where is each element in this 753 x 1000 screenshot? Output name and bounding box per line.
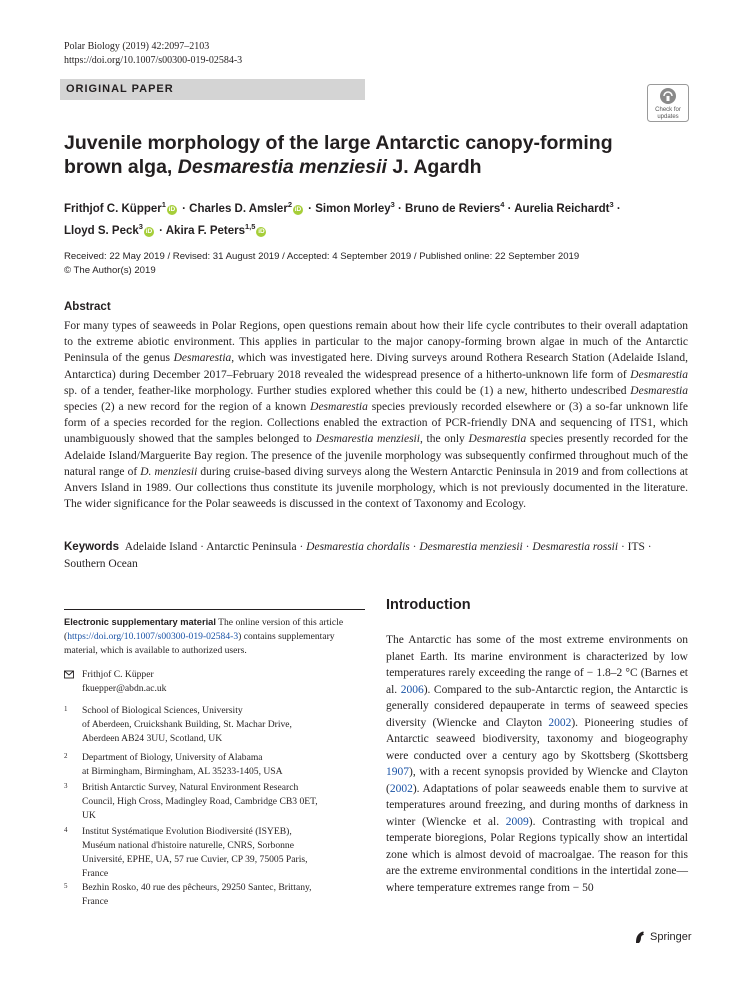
publication-dates (64, 250, 684, 278)
supplementary-note: Electronic supplementary material The online version of this article (https://doi.org/10.1007/s00300-019-02584-3) contains supplementary material, which is available to authorized users. (64, 617, 344, 656)
correspondence (82, 668, 166, 696)
keyword: Desmarestia menziesii (419, 541, 523, 553)
badge-line-1: Check for (655, 107, 681, 113)
author[interactable]: Charles D. Amsler (189, 202, 288, 215)
keywords (64, 539, 688, 572)
affiliation-number: 5 (64, 882, 68, 890)
author-affiliation-number: 2 (287, 200, 292, 209)
affiliation (64, 781, 354, 823)
author-affiliation-number: 3 (138, 221, 143, 231)
corr-email[interactable]: fkuepper@abdn.ac.uk (82, 683, 167, 694)
esm-link[interactable]: https://doi.org/10.1007/s00300-019-02584-3 (67, 631, 239, 642)
affiliation-line: Muséum national d'histoire naturelle, CNRS, Sorbonne (82, 840, 294, 851)
introduction-heading: Introduction (386, 597, 471, 613)
article-type-banner: ORIGINAL PAPER (60, 79, 365, 100)
affiliation-line: France (82, 868, 109, 879)
keyword: Southern Ocean (64, 557, 138, 570)
author-affiliation-number: 3 (390, 200, 395, 209)
journal-citation: Polar Biology (2019) 42:2097–2103 (64, 41, 210, 52)
affiliation-line: British Antarctic Survey, Natural Environment Research (82, 782, 299, 793)
affiliation-line: Aberdeen AB24 3UU, Scotland, UK (82, 733, 223, 744)
affiliation-line: Council, High Cross, Madingley Road, Cambridge CB3 0ET, (82, 796, 318, 807)
author-affiliation-number: 3 (609, 200, 614, 209)
title-species: Desmarestia menziesii (177, 156, 387, 178)
italic-term: Desmarestia (630, 368, 688, 381)
author[interactable]: Bruno de Reviers (405, 202, 501, 215)
keywords-label: Keywords (64, 541, 119, 553)
author[interactable]: Frithjof C. Küpper (64, 202, 162, 215)
italic-term: Desmarestia menziesii (315, 433, 420, 446)
introduction-body: The Antarctic has some of the most extreme environments on planet Earth. Its marine environment is characterized by low temperatures rarely exceeding the range of − 1.8–2 °C (Barnes et al. 2006). Compared to the sub-Antarctic region, the Antarctic is generally considered depauperate in terms of seaweed species diversity (Wiencke and Clayton 2002). Pioneering studies of Antarctic seaweed biodiversity, taxonomy and biogeography were conducted over a century ago by Skottsberg (Skottsberg 1907), with a recent synopsis provided by Wiencke and Clayton (2002). Adaptations of polar seaweeds enable them to survive at temperatures around freezing, and during months of darkness in winter (Wiencke et al. 2009). Contrasting with tropical and temperate bioregions, Polar Regions typically show an intertidal zone which is almost devoid of macroalgae. The reason for this are the extreme environmental conditions in the intertidal zone—where temperature extremes range from − 50 (386, 634, 688, 894)
affiliation (64, 751, 354, 779)
orcid-icon[interactable]: iD (258, 227, 265, 235)
author[interactable]: Aurelia Reichardt (514, 202, 610, 215)
check-updates-icon (647, 84, 689, 122)
publisher-name: Springer (650, 931, 692, 943)
orcid-icon[interactable]: iD (168, 205, 176, 213)
keyword: Antarctic Peninsula (206, 541, 297, 553)
citation-link[interactable]: 2002 (548, 716, 572, 729)
author[interactable]: Simon Morley (315, 202, 391, 215)
affiliation-line: School of Biological Sciences, University (82, 705, 243, 716)
affiliation-number: 4 (64, 826, 68, 834)
keywords-list: Adelaide Island · Antarctic Peninsula · Desmarestia chordalis · Desmarestia menziesii · Desmarestia rossii · ITS · Southern Ocean (64, 541, 652, 570)
affiliation (64, 825, 354, 881)
author-affiliation-number: 1,5 (245, 221, 256, 231)
corr-name: Frithjof C. Küpper (82, 669, 154, 680)
footnote-rule (64, 609, 365, 610)
keyword: Adelaide Island (124, 541, 198, 553)
springer-horse-icon (634, 930, 646, 944)
dates-line: Received: 22 May 2019 / Revised: 31 August 2019 / Accepted: 4 September 2019 / Published online: 22 September 2019 (64, 251, 580, 262)
italic-term: Desmarestia (630, 384, 688, 397)
citation-link[interactable]: 2009 (505, 815, 529, 828)
publisher-logo (634, 930, 692, 944)
check-for-updates-badge[interactable] (647, 84, 689, 122)
affiliation (64, 704, 354, 746)
citation-link[interactable]: 2006 (400, 683, 424, 696)
author-affiliation-number: 4 (500, 200, 505, 209)
affiliation-line: UK (82, 810, 96, 821)
orcid-icon[interactable]: iD (294, 205, 302, 213)
esm-heading: Electronic supplementary material (64, 617, 216, 627)
affiliation-line: Université, EPHE, UA, 57 rue Cuvier, CP 39, 75005 Paris, (82, 854, 308, 865)
affiliation-number: 3 (64, 782, 68, 790)
affiliation-number: 1 (64, 705, 68, 713)
article-title: Juvenile morphology of the large Antarctic canopy-forming brown alga, Desmarestia menziesii J. Agardh (64, 132, 613, 178)
affiliation-line: of Aberdeen, Cruickshank Building, St. Machar Drive, (82, 719, 292, 730)
italic-term: Desmarestia (468, 433, 527, 446)
author[interactable]: Lloyd S. Peck (64, 224, 139, 237)
affiliation-number: 2 (64, 752, 68, 760)
keyword: Desmarestia chordalis (306, 541, 410, 553)
orcid-icon[interactable]: iD (145, 227, 153, 235)
italic-term: D. menziesii (140, 465, 198, 478)
author-affiliation-number: 1 (161, 200, 166, 209)
envelope-icon (64, 670, 74, 679)
copyright-line: © The Author(s) 2019 (64, 265, 156, 276)
affiliation-line: at Birmingham, Birmingham, AL 35233-1405, USA (82, 766, 283, 777)
journal-header (64, 40, 242, 68)
affiliation (64, 881, 354, 909)
affiliation-line: France (82, 896, 109, 907)
affiliation-line: Bezhin Rosko, 40 rue des pêcheurs, 29250 Santec, Brittany, (82, 882, 312, 893)
doi-link[interactable]: https://doi.org/10.1007/s00300-019-02584-3 (64, 55, 243, 66)
abstract-heading: Abstract (64, 301, 111, 313)
italic-term: Desmarestia (310, 401, 368, 414)
author-list: Frithjof C. Küpper$^1$iD · Charles D. Amsler$^2$iD · Simon Morley$^3$ · Bruno de Reviers$^4$ · Aurelia Reichardt$^3$ · Lloyd S. Peck$^3$iD · Akira F. Peters$^{1,5}$iD (64, 200, 621, 237)
keyword: ITS (627, 541, 645, 553)
badge-line-2: updates (657, 114, 679, 120)
abstract-body: For many types of seaweeds in Polar Regions, open questions remain about how their life cycle contributes to their overall adaptation to the extreme abiotic environment. This applies in particular to the major canopy-forming brown algae in much of the Antarctic Peninsula of the genus Desmarestia, which was investigated here. Diving surveys around Rothera Research Station (Adelaide Island, Antarctica) during December 2017–February 2018 revealed the widespread presence of a hitherto-unknown life form of Desmarestia sp. of a tender, feather-like morphology. Further studies explored whether this could be (1) a new, hitherto undescribed Desmarestia species (2) a new record for the region of a known Desmarestia species previously recorded elsewhere or (3) a so-far unknown life form of a species recorded for the region. Collections enabled the extraction of PCR-friendly DNA and sequencing of ITS1, which unambiguously showed that the samples belonged to Desmarestia menziesii, the only Desmarestia species presently recorded for the Adelaide Island/Marguerite Bay region. The presence of the juvenile morphology was subsequently confirmed throughout much of the natural range of D. menziesii during cruise-based diving surveys along the Western Antarctic Peninsula in 2019 and from collections at Anvers Island in 1989. Our collections thus constitute its juvenile morphology, which is not previously documented in the literature. The wider significance for the Polar seaweeds is discussed in the context of Taxonomy and Ecology. (64, 320, 688, 511)
affiliation-line: Department of Biology, University of Alabama (82, 752, 263, 763)
author[interactable]: Akira F. Peters (165, 224, 246, 237)
affiliation-line: Institut Systématique Evolution Biodiversité (ISYEB), (82, 826, 292, 837)
citation-link[interactable]: 2002 (389, 782, 413, 795)
keyword: Desmarestia rossii (532, 541, 619, 553)
citation-link[interactable]: 1907 (386, 766, 409, 778)
italic-term: Desmarestia (173, 352, 232, 365)
